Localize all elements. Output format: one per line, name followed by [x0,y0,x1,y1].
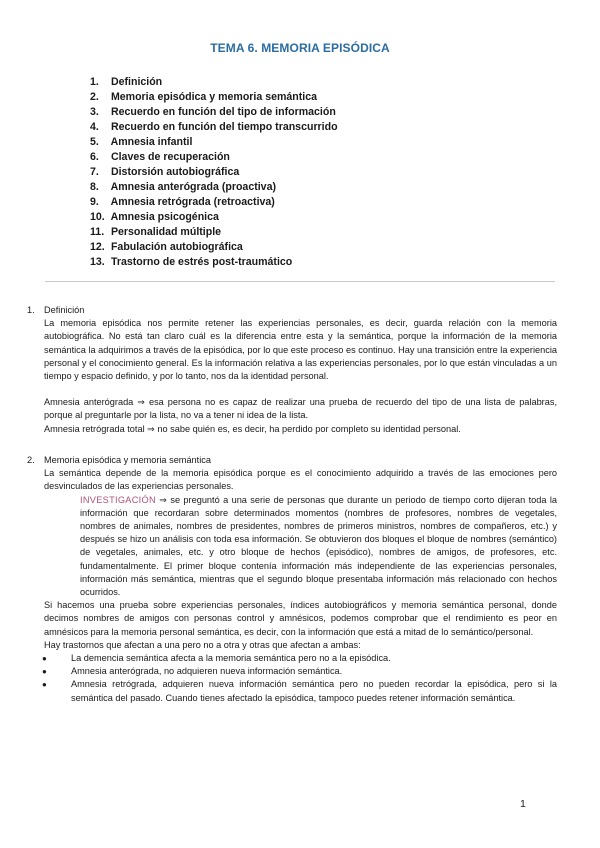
section-body [27,317,557,436]
paragraph: Amnesia retrógrada total ⇒ no sabe quién es, es decir, ha perdido por completo su identidad personal. [44,423,461,434]
section-definicion [27,304,557,436]
toc-item: 8. Amnesia anterógrada (proactiva) [90,181,276,193]
table-of-contents [90,75,338,270]
toc-item: 3. Recuerdo en función del tipo de información [90,106,336,118]
paragraph: La memoria episódica nos permite retener las experiencias personales, es decir, guarda relación con la memoria autobiográfica. No está tan claro cuál es la diferencia entre esta y la semántica, porque la información de la memoria semántica la adquirimos a través de la episódica, por lo que este proceso es continuo. Hay una transición entre la experiencia personal y el conocimiento general. Es la información relativa a las experiencias personales, por lo que están vinculadas a un tiempo y espacio definido, y por lo tanto, nos da la identidad personal. [44,318,557,382]
bullet-list [27,652,557,705]
page-number: 1 [520,798,526,810]
toc-item: 7. Distorsión autobiográfica [90,166,240,178]
paragraph: La semántica depende de la memoria episódica porque es el conocimiento adquirido a través de las emociones pero desvinculados de las experiencias personales. [44,468,557,492]
toc-item: 4. Recuerdo en función del tiempo transcurrido [90,121,338,133]
list-item: ● La demencia semántica afecta a la memoria semántica pero no a la episódica. [57,652,557,665]
toc-item: 2. Memoria episódica y memoria semántica [90,91,318,103]
horizontal-divider [45,281,555,282]
toc-item: 6. Claves de recuperación [90,151,230,163]
section-heading: 2. Memoria episódica y memoria semántica [27,455,211,465]
section-memoria-episodica-semantica [27,454,557,705]
list-item: ● Amnesia retrógrada, adquieren nueva información semántica pero no pueden recordar la episódica, pero si la semántica del pasado. Cuando tienes afectado la episódica, tampoco puedes retener información semántica. [57,678,557,704]
toc-item: 1. Definición [90,76,163,88]
paragraph: Si hacemos una prueba sobre experiencias personales, índices autobiográficos y memoria semántica personal, donde decimos nombres de amigos con personas control y amnésicos, podemos comprobar que el rendimiento es peor en amnésicos para la memoria personal semántica, es decir, con la información que está a mitad de lo semántico/personal. [44,600,557,637]
page-title: TEMA 6. MEMORIA EPISÓDICA [210,41,390,55]
toc-item: 11. Personalidad múltiple [90,226,222,238]
toc-item: 10. Amnesia psicogénica [90,211,219,223]
investigation-paragraph: INVESTIGACIÓN ⇒ se preguntó a una serie de personas que durante un periodo de tiempo corto dijeran toda la información que recordaran sobre determinados momentos (nombres de profesores, nombres de vegetales, nombres de animales, nombres de presidentes, nombres de primeros ministros, nombres de compañeros, etc.) y después se hizo un análisis con toda esa información. Se obtuvieron dos bloques el bloque de nombres (semántico) de vegetales, animales, etc. y otro bloque de hechos (episódico), nombres de amigos, de profesores, etc. fundamentalmente. El primer bloque contenía información más independiente de las experiencias personales, información más semántica, mientras que el segundo bloque presentaba información más relacionado con hechos ocurridos. [80,494,557,598]
investigation-label: INVESTIGACIÓN [80,494,156,505]
list-item: ● Amnesia anterógrada, no adquieren nueva información semántica. [57,665,557,678]
paragraph: Amnesia anterógrada ⇒ esa persona no es capaz de realizar una prueba de recuerdo del tipo de una lista de palabras, porque al preguntarle por la lista, no va a tener ni idea de la lista. [44,397,557,421]
toc-item: 13. Trastorno de estrés post-traumático [90,256,293,268]
paragraph: Hay trastornos que afectan a una pero no a otra y otras que afectan a ambas: [44,639,361,650]
section-body [27,467,557,652]
section-heading: 1. Definición [27,305,85,315]
toc-item: 9. Amnesia retrógrada (retroactiva) [90,196,275,208]
toc-item: 12. Fabulación autobiográfica [90,241,243,253]
toc-item: 5. Amnesia infantil [90,136,193,148]
